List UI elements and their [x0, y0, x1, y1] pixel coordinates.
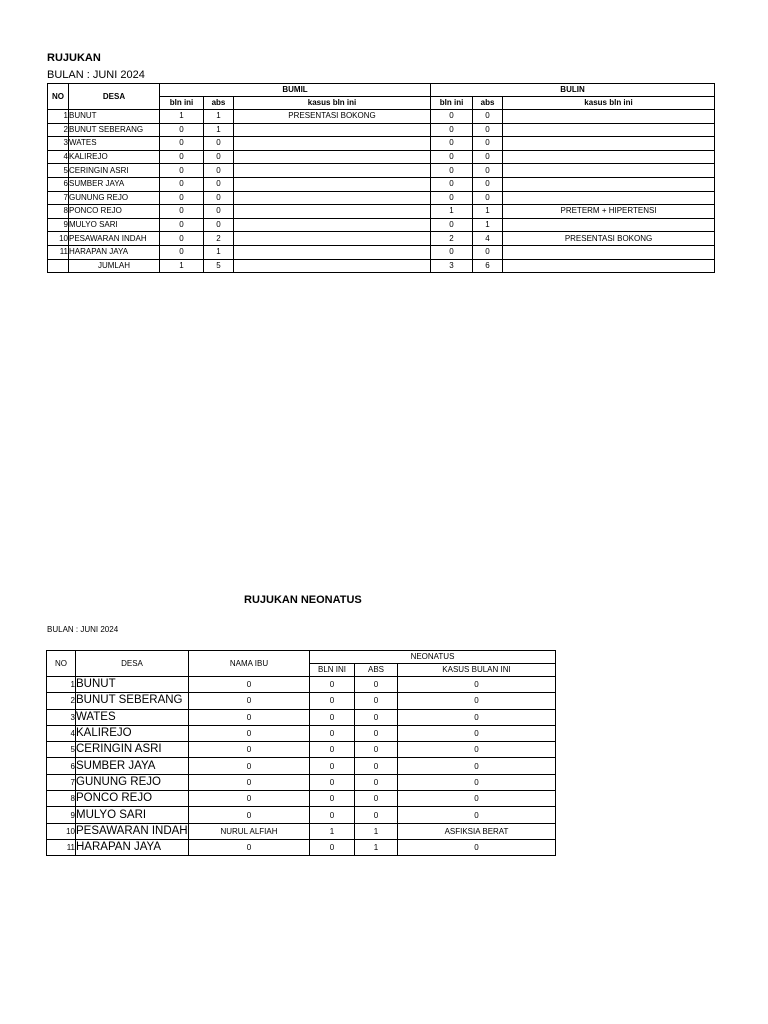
- cell-bulin-kasus: [503, 191, 715, 205]
- cell-bulin-abs: 0: [473, 110, 503, 124]
- neo-cell-kasus: 0: [398, 709, 556, 725]
- cell-bulin-abs: 0: [473, 177, 503, 191]
- neo-cell-bln: 0: [310, 742, 355, 758]
- table-row: [48, 164, 715, 178]
- cell-bulin-abs: 1: [473, 205, 503, 219]
- cell-desa: GUNUNG REJO: [69, 191, 160, 205]
- cell-bulin-bln: 0: [431, 110, 473, 124]
- cell-bulin-abs: 0: [473, 123, 503, 137]
- cell-bumil-abs: 1: [204, 110, 234, 124]
- table-row: [48, 245, 715, 259]
- cell-bumil-bln: 0: [160, 137, 204, 151]
- neo-cell-kasus: 0: [398, 725, 556, 741]
- cell-bulin-kasus: [503, 164, 715, 178]
- cell-bumil-abs: 0: [204, 150, 234, 164]
- table-row: [48, 191, 715, 205]
- neo-cell-nama-ibu: 0: [189, 677, 310, 693]
- neo-cell-kasus: 0: [398, 807, 556, 823]
- cell-bumil-abs: 0: [204, 177, 234, 191]
- header-bumil-bln-ini: bln ini: [160, 97, 204, 110]
- cell-bulin-kasus: [503, 110, 715, 124]
- neo-cell-nama-ibu: NURUL ALFIAH: [189, 823, 310, 839]
- neo-cell-nama-ibu: 0: [189, 693, 310, 709]
- neo-cell-bln: 0: [310, 758, 355, 774]
- cell-bulin-kasus: [503, 123, 715, 137]
- neo-header-neonatus: NEONATUS: [310, 651, 556, 664]
- header-bumil-abs: abs: [204, 97, 234, 110]
- table-row: [47, 839, 556, 855]
- cell-bulin-kasus: PRESENTASI BOKONG: [503, 232, 715, 246]
- neo-cell-bln: 0: [310, 677, 355, 693]
- cell-bumil-bln: 0: [160, 150, 204, 164]
- header-desa: DESA: [69, 84, 160, 110]
- cell-bumil-bln: 0: [160, 232, 204, 246]
- cell-desa: BUNUT SEBERANG: [69, 123, 160, 137]
- total-bumil-kasus: [234, 259, 431, 273]
- cell-bulin-abs: 4: [473, 232, 503, 246]
- cell-desa: BUNUT: [69, 110, 160, 124]
- header-bulin-abs: abs: [473, 97, 503, 110]
- total-bumil-abs: 5: [204, 259, 234, 273]
- neonatus-month: BULAN : JUNI 2024: [47, 625, 119, 634]
- cell-bulin-kasus: [503, 150, 715, 164]
- cell-bumil-kasus: [234, 218, 431, 232]
- neo-cell-kasus: 0: [398, 839, 556, 855]
- neo-cell-bln: 1: [310, 823, 355, 839]
- neo-cell-no: 6: [47, 758, 76, 774]
- cell-bulin-bln: 0: [431, 245, 473, 259]
- rujukan-month: BULAN : JUNI 2024: [47, 69, 145, 81]
- neo-cell-no: 5: [47, 742, 76, 758]
- neo-cell-no: 4: [47, 725, 76, 741]
- total-no: [48, 259, 69, 273]
- cell-bulin-bln: 0: [431, 218, 473, 232]
- neo-cell-bln: 0: [310, 839, 355, 855]
- neo-header-bln-ini: BLN INI: [310, 664, 355, 677]
- table-row: [48, 150, 715, 164]
- header-bumil-kasus: kasus bln ini: [234, 97, 431, 110]
- cell-no: 2: [48, 123, 69, 137]
- neo-cell-no: 1: [47, 677, 76, 693]
- total-row: [48, 259, 715, 273]
- cell-desa: SUMBER JAYA: [69, 177, 160, 191]
- neo-cell-nama-ibu: 0: [189, 758, 310, 774]
- neo-cell-desa: CERINGIN ASRI: [76, 742, 189, 758]
- neo-cell-no: 3: [47, 709, 76, 725]
- cell-bulin-abs: 0: [473, 164, 503, 178]
- neo-cell-nama-ibu: 0: [189, 725, 310, 741]
- neo-cell-nama-ibu: 0: [189, 709, 310, 725]
- neo-cell-nama-ibu: 0: [189, 774, 310, 790]
- neonatus-title: RUJUKAN NEONATUS: [244, 594, 362, 606]
- neo-cell-nama-ibu: 0: [189, 807, 310, 823]
- cell-bulin-bln: 0: [431, 150, 473, 164]
- table-row: [47, 709, 556, 725]
- cell-bumil-bln: 1: [160, 110, 204, 124]
- cell-no: 7: [48, 191, 69, 205]
- cell-desa: PESAWARAN INDAH: [69, 232, 160, 246]
- cell-no: 3: [48, 137, 69, 151]
- cell-bumil-abs: 0: [204, 205, 234, 219]
- table-row: [48, 137, 715, 151]
- table-row: [47, 774, 556, 790]
- neo-cell-abs: 0: [355, 807, 398, 823]
- neo-cell-kasus: 0: [398, 791, 556, 807]
- table-row: [47, 807, 556, 823]
- cell-bumil-bln: 0: [160, 218, 204, 232]
- cell-no: 5: [48, 164, 69, 178]
- cell-bumil-kasus: [234, 245, 431, 259]
- cell-no: 11: [48, 245, 69, 259]
- cell-bulin-bln: 0: [431, 164, 473, 178]
- cell-bumil-kasus: [234, 137, 431, 151]
- cell-desa: CERINGIN ASRI: [69, 164, 160, 178]
- cell-bulin-kasus: [503, 137, 715, 151]
- cell-desa: KALIREJO: [69, 150, 160, 164]
- neo-cell-desa: PESAWARAN INDAH: [76, 823, 189, 839]
- cell-no: 9: [48, 218, 69, 232]
- table-row: [47, 725, 556, 741]
- neo-cell-bln: 0: [310, 725, 355, 741]
- total-bulin-abs: 6: [473, 259, 503, 273]
- header-bulin-kasus: kasus bln ini: [503, 97, 715, 110]
- cell-bumil-abs: 1: [204, 123, 234, 137]
- cell-bulin-abs: 0: [473, 245, 503, 259]
- cell-bulin-bln: 0: [431, 137, 473, 151]
- cell-desa: HARAPAN JAYA: [69, 245, 160, 259]
- neo-cell-bln: 0: [310, 774, 355, 790]
- cell-bumil-abs: 0: [204, 191, 234, 205]
- neo-cell-abs: 0: [355, 677, 398, 693]
- header-no: NO: [48, 84, 69, 110]
- neo-cell-nama-ibu: 0: [189, 839, 310, 855]
- neo-header-abs: ABS: [355, 664, 398, 677]
- cell-bulin-bln: 0: [431, 177, 473, 191]
- neo-cell-desa: HARAPAN JAYA: [76, 839, 189, 855]
- neo-cell-desa: SUMBER JAYA: [76, 758, 189, 774]
- cell-bulin-abs: 0: [473, 137, 503, 151]
- table-row: [48, 177, 715, 191]
- table-row: [47, 758, 556, 774]
- neo-cell-kasus: 0: [398, 774, 556, 790]
- table-row: [48, 123, 715, 137]
- cell-bumil-kasus: [234, 232, 431, 246]
- neo-cell-abs: 0: [355, 758, 398, 774]
- neo-cell-bln: 0: [310, 791, 355, 807]
- neo-header-no: NO: [47, 651, 76, 677]
- neo-cell-abs: 0: [355, 791, 398, 807]
- cell-bulin-abs: 1: [473, 218, 503, 232]
- neo-header-desa: DESA: [76, 651, 189, 677]
- cell-bumil-bln: 0: [160, 191, 204, 205]
- cell-bulin-kasus: PRETERM + HIPERTENSI: [503, 205, 715, 219]
- table-row: [47, 791, 556, 807]
- cell-bulin-abs: 0: [473, 150, 503, 164]
- total-bulin-bln: 3: [431, 259, 473, 273]
- neonatus-table: [46, 650, 556, 856]
- cell-no: 4: [48, 150, 69, 164]
- neo-cell-kasus: 0: [398, 693, 556, 709]
- neo-cell-abs: 0: [355, 774, 398, 790]
- cell-bumil-bln: 0: [160, 205, 204, 219]
- cell-bumil-abs: 2: [204, 232, 234, 246]
- neo-cell-bln: 0: [310, 693, 355, 709]
- neo-cell-no: 10: [47, 823, 76, 839]
- table-row: [47, 742, 556, 758]
- cell-no: 8: [48, 205, 69, 219]
- neo-cell-no: 11: [47, 839, 76, 855]
- table-row: [48, 110, 715, 124]
- cell-bulin-kasus: [503, 245, 715, 259]
- neo-cell-desa: WATES: [76, 709, 189, 725]
- cell-no: 1: [48, 110, 69, 124]
- neo-cell-kasus: 0: [398, 677, 556, 693]
- table-row: [48, 218, 715, 232]
- neo-cell-desa: GUNUNG REJO: [76, 774, 189, 790]
- neo-cell-abs: 0: [355, 693, 398, 709]
- table-row: [48, 232, 715, 246]
- neo-cell-no: 2: [47, 693, 76, 709]
- cell-bulin-bln: 0: [431, 123, 473, 137]
- cell-desa: PONCO REJO: [69, 205, 160, 219]
- neo-cell-kasus: ASFIKSIA BERAT: [398, 823, 556, 839]
- total-bumil-bln: 1: [160, 259, 204, 273]
- cell-bumil-kasus: [234, 191, 431, 205]
- cell-bumil-kasus: PRESENTASI BOKONG: [234, 110, 431, 124]
- neo-cell-desa: PONCO REJO: [76, 791, 189, 807]
- neo-cell-desa: BUNUT: [76, 677, 189, 693]
- cell-bulin-abs: 0: [473, 191, 503, 205]
- cell-bulin-kasus: [503, 177, 715, 191]
- neo-cell-bln: 0: [310, 709, 355, 725]
- cell-bulin-bln: 2: [431, 232, 473, 246]
- cell-desa: MULYO SARI: [69, 218, 160, 232]
- cell-no: 6: [48, 177, 69, 191]
- rujukan-title: RUJUKAN: [47, 52, 101, 64]
- neo-cell-desa: MULYO SARI: [76, 807, 189, 823]
- table-row: [47, 823, 556, 839]
- neo-cell-abs: 1: [355, 839, 398, 855]
- cell-bulin-bln: 0: [431, 191, 473, 205]
- neo-header-kasus: KASUS BULAN INI: [398, 664, 556, 677]
- neo-cell-desa: BUNUT SEBERANG: [76, 693, 189, 709]
- neo-cell-bln: 0: [310, 807, 355, 823]
- neo-cell-abs: 1: [355, 823, 398, 839]
- neo-cell-no: 8: [47, 791, 76, 807]
- cell-bumil-abs: 0: [204, 218, 234, 232]
- cell-no: 10: [48, 232, 69, 246]
- neo-cell-kasus: 0: [398, 758, 556, 774]
- cell-bumil-kasus: [234, 164, 431, 178]
- header-bumil: BUMIL: [160, 84, 431, 97]
- cell-bumil-kasus: [234, 123, 431, 137]
- neo-cell-nama-ibu: 0: [189, 791, 310, 807]
- table-row: [47, 677, 556, 693]
- neo-cell-desa: KALIREJO: [76, 725, 189, 741]
- cell-bumil-bln: 0: [160, 245, 204, 259]
- neo-cell-no: 7: [47, 774, 76, 790]
- total-bulin-kasus: [503, 259, 715, 273]
- rujukan-table: [47, 83, 715, 273]
- total-label: JUMLAH: [69, 259, 160, 273]
- neo-cell-nama-ibu: 0: [189, 742, 310, 758]
- cell-bumil-bln: 0: [160, 164, 204, 178]
- cell-bumil-abs: 0: [204, 137, 234, 151]
- cell-bumil-kasus: [234, 177, 431, 191]
- neo-cell-abs: 0: [355, 709, 398, 725]
- table-row: [47, 693, 556, 709]
- cell-bumil-kasus: [234, 150, 431, 164]
- cell-bumil-abs: 1: [204, 245, 234, 259]
- header-bulin: BULIN: [431, 84, 715, 97]
- cell-bumil-abs: 0: [204, 164, 234, 178]
- header-bulin-bln-ini: bln ini: [431, 97, 473, 110]
- table-row: [48, 205, 715, 219]
- neo-cell-kasus: 0: [398, 742, 556, 758]
- cell-bulin-bln: 1: [431, 205, 473, 219]
- cell-bulin-kasus: [503, 218, 715, 232]
- neo-cell-no: 9: [47, 807, 76, 823]
- cell-desa: WATES: [69, 137, 160, 151]
- neo-header-nama-ibu: NAMA IBU: [189, 651, 310, 677]
- cell-bumil-bln: 0: [160, 177, 204, 191]
- cell-bumil-bln: 0: [160, 123, 204, 137]
- cell-bumil-kasus: [234, 205, 431, 219]
- neo-cell-abs: 0: [355, 742, 398, 758]
- neo-cell-abs: 0: [355, 725, 398, 741]
